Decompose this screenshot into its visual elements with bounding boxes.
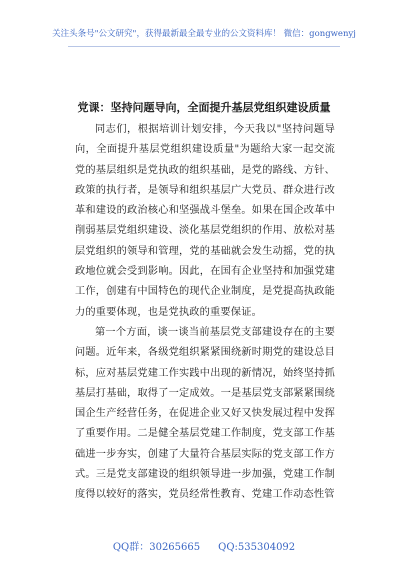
footer-qq: QQ:535304092 xyxy=(218,542,296,553)
document-title: 党课：坚持问题导向，全面提升基层党组织建设质量 xyxy=(77,101,331,114)
footer-qq-group: QQ群：30265665 xyxy=(112,542,201,553)
header-divider xyxy=(68,46,340,47)
header-banner: 关注头条号"公文研究"，获得最新最全最专业的公文资料库！ 微信：gongwenyj xyxy=(52,29,356,39)
body-paragraph: 第一个方面，谈一谈当前基层党支部建设存在的主要问题。近年来，各级党组织紧紧围绕新时期党的建设总目标，应对基层党建工作实践中出现的新情况，始终坚持抓基层打基础，取得了一定成效。一是基层党支部紧紧围绕国企生产经营任务，在促进企业又好又快发展过程中发挥了重要作用。二是健全基层党建工作制度，党支部工作基础进一步夯实，创建了大量符合基层实际的党支部工作方式。三是党支部建设的组织领导进一步加强，党建工作制度得以较好的落实，党员经常性教育、党建工作动态性管 xyxy=(75,326,335,501)
document-body xyxy=(75,120,335,506)
footer-contact xyxy=(60,538,348,553)
body-paragraph: 同志们，根据培训计划安排，今天我以"坚持问题导向，全面提升基层党组织建设质量"为题给大家一起交流党的基层组织是党执政的组织基础，是党的路线、方针、政策的执行者，是领导和组织基层广大党员、群众进行改革和建设的政治核心和坚强战斗堡垒。如果在国企改革中削弱基层党组织建设、淡化基层党组织的作用、放松对基层党组织的领导和管理，党的基础就会发生动摇，党的执政地位就会受到影响。因此，在国有企业坚持和加强党建工作，创建有中国特色的现代企业制度，是党提高执政能力的重要体现，也是党执政的重要保证。 xyxy=(75,124,335,318)
